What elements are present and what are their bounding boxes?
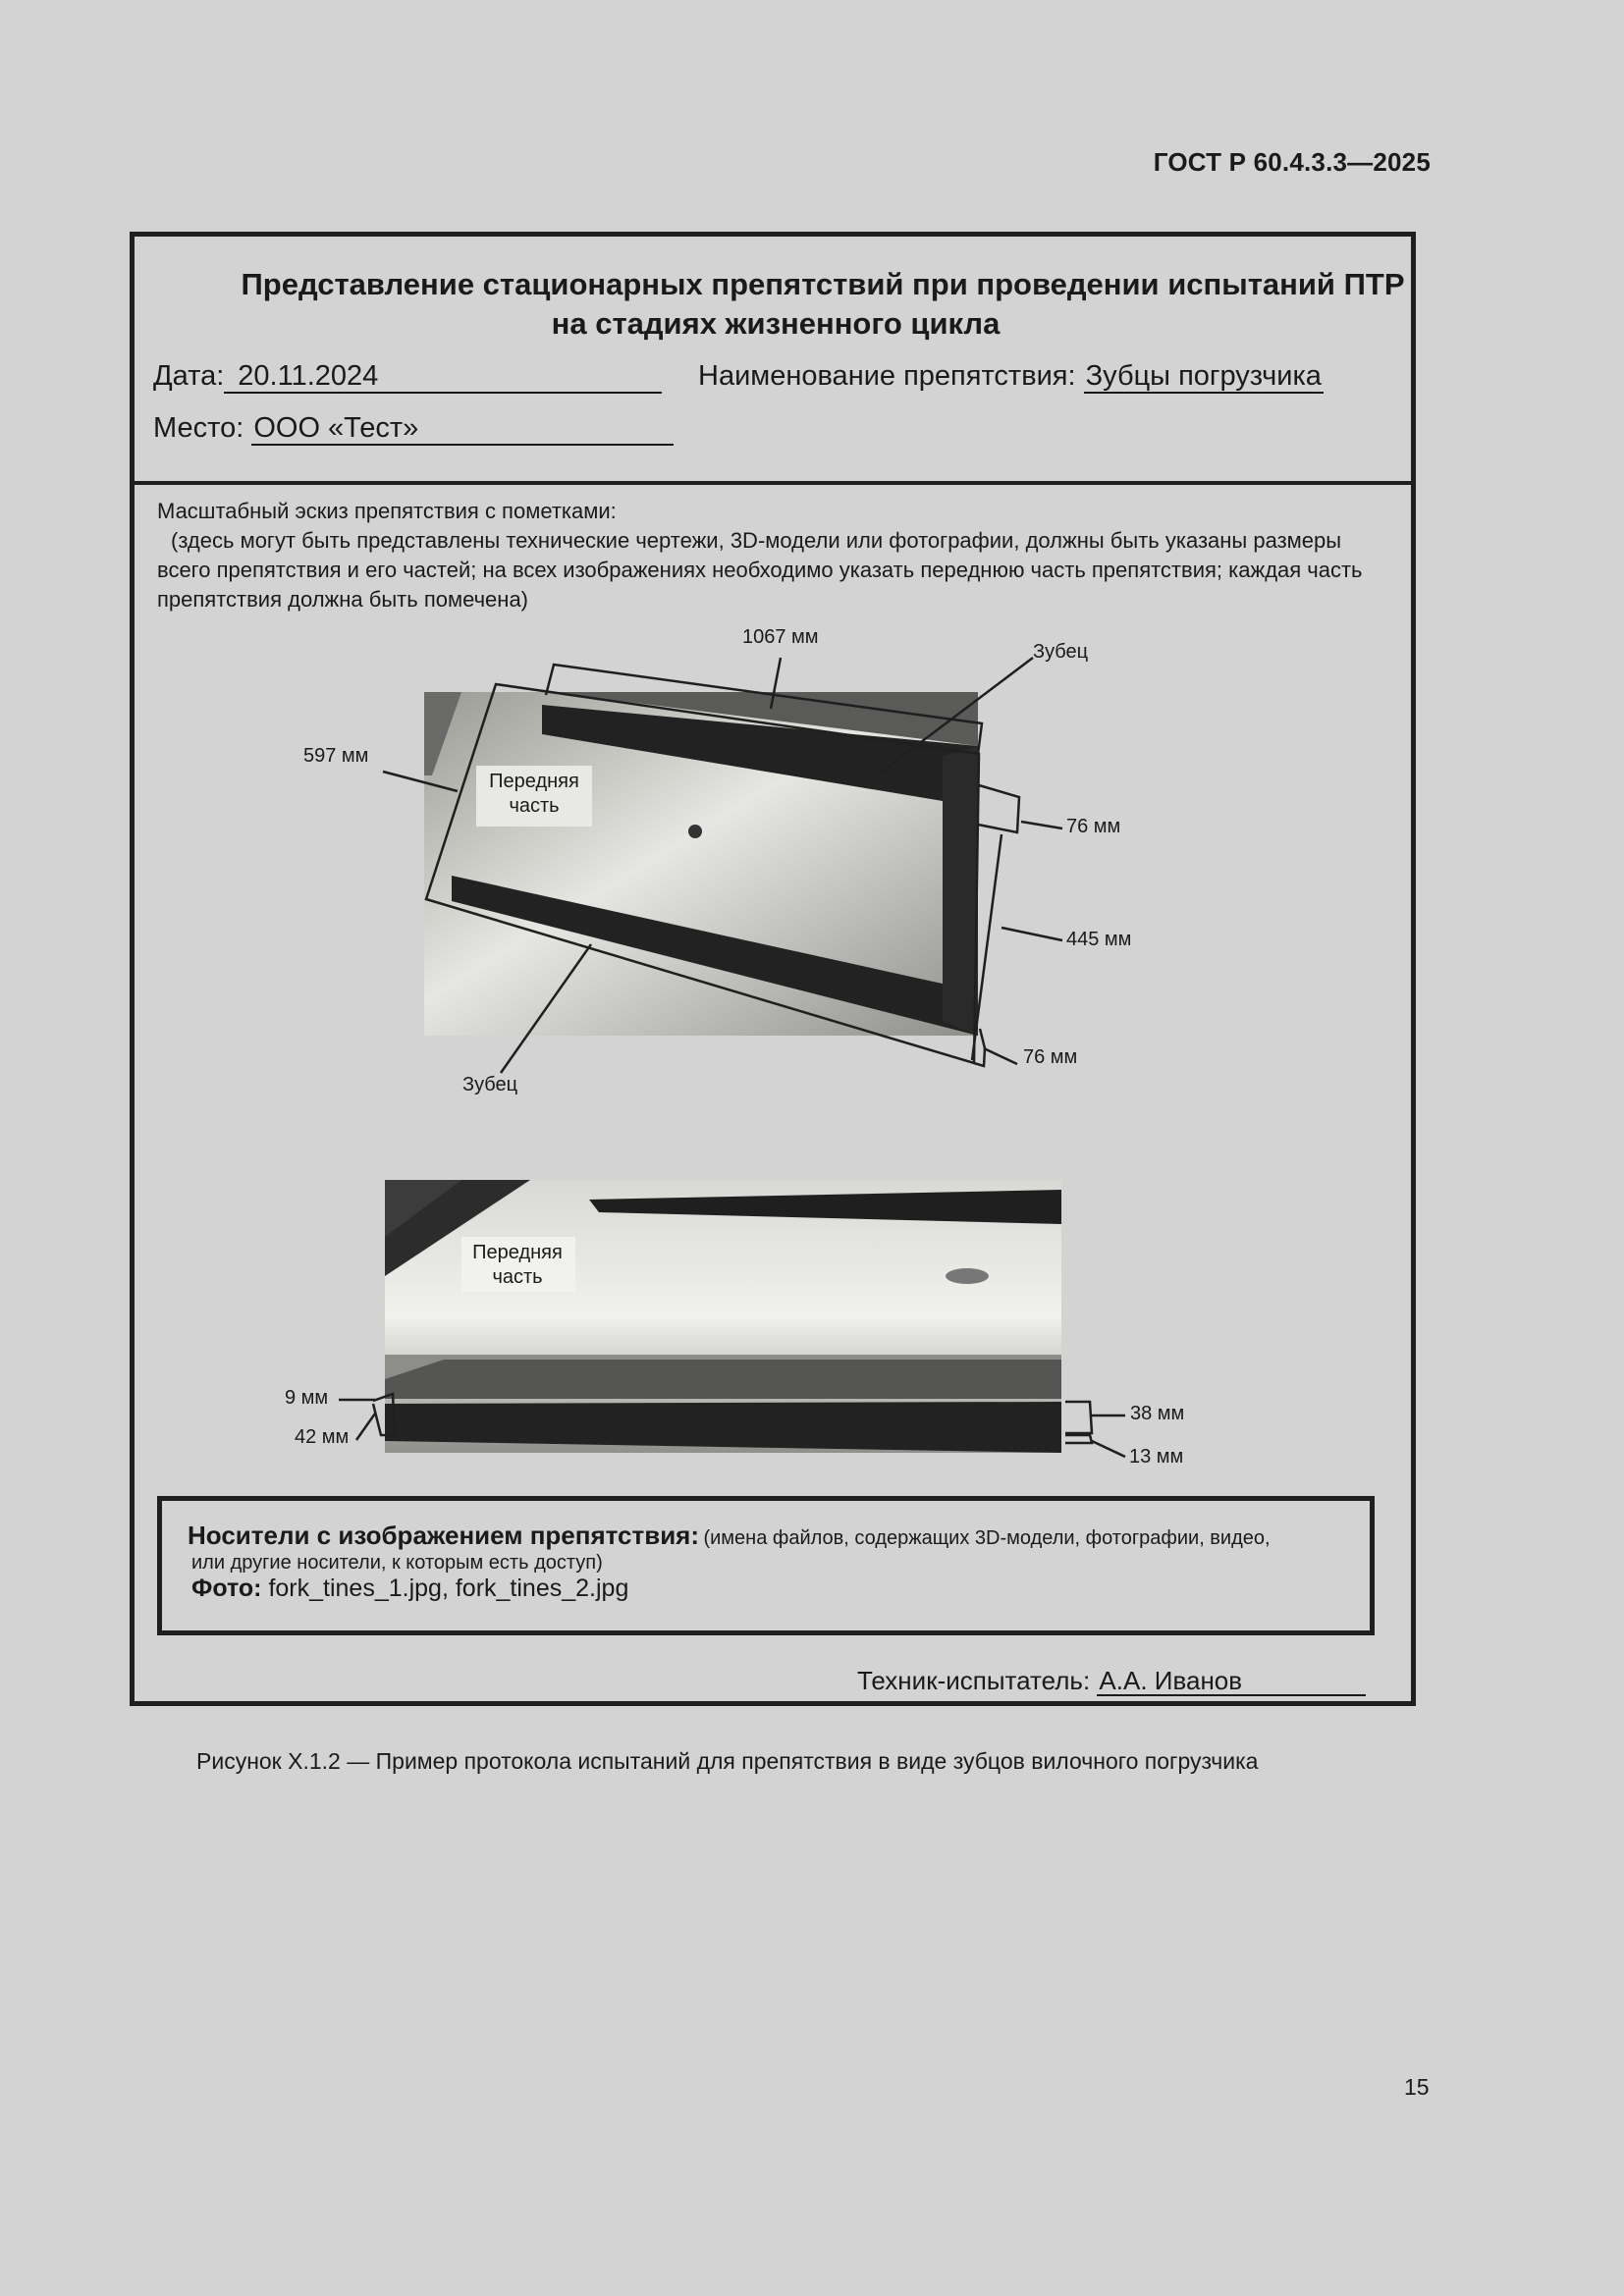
figure-caption: Рисунок Х.1.2 — Пример протокола испытаний для препятствия в виде зубцов вилочного погрузчика	[196, 1748, 1259, 1774]
tip-height-dimension: 42 мм	[295, 1426, 350, 1448]
tine-width-bottom-dimension: 76 мм	[1023, 1046, 1078, 1068]
side-view-photo	[385, 1180, 1061, 1453]
gap-dimension: 445 мм	[1066, 929, 1132, 950]
technician-label: Техник-испытатель:	[857, 1666, 1091, 1695]
place-value: ООО «Тест»	[251, 412, 674, 446]
front-label-side-view: Передняя часть	[472, 1242, 563, 1288]
date-value: 20.11.2024	[224, 360, 662, 394]
media-description-line2: или другие носители, к которым есть доступ)	[191, 1552, 603, 1574]
tine-base-dimension: 13 мм	[1129, 1446, 1184, 1468]
media-title: Носители с изображением препятствия:	[188, 1521, 700, 1550]
standard-code: ГОСТ Р 60.4.3.3—2025	[1153, 147, 1431, 177]
obstacle-name-value: Зубцы погрузчика	[1085, 360, 1322, 392]
front-label-top-view: Передняя часть	[489, 771, 579, 817]
obstacle-name-label: Наименование препятствия:	[698, 360, 1076, 392]
form-title-line2: на стадиях жизненного цикла	[551, 306, 1001, 341]
media-photo-line	[191, 1575, 1346, 1603]
total-width-dimension: 597 мм	[303, 745, 369, 767]
sketch-heading: Масштабный эскиз препятствия с пометками:	[157, 499, 617, 523]
date-label: Дата:	[153, 360, 225, 392]
tine-height-dimension: 38 мм	[1130, 1403, 1185, 1424]
top-view-photo	[424, 692, 978, 1036]
tip-thickness-dimension: 9 мм	[285, 1387, 329, 1409]
media-description: (имена файлов, содержащих 3D-модели, фотографии, видео,	[703, 1527, 1271, 1549]
technician-name: А.А. Иванов	[1097, 1667, 1366, 1696]
tine-label-bottom: Зубец	[462, 1074, 518, 1095]
form-title-line1: Представление стационарных препятствий при проведении испытаний ПТР	[241, 267, 1405, 301]
technician-field	[857, 1666, 1366, 1696]
tine-width-top-dimension: 76 мм	[1066, 816, 1121, 837]
media-box	[157, 1496, 1375, 1635]
length-dimension: 1067 мм	[742, 626, 819, 648]
place-label: Место:	[153, 412, 244, 444]
photo-files: fork_tines_1.jpg, fork_tines_2.jpg	[268, 1575, 629, 1602]
sketch-note: (здесь могут быть представлены технические чертежи, 3D-модели или фотографии, должны быть указаны размеры всего препятствия и его частей; на всех изображениях необходимо указать переднюю часть препятствия; каждая часть препятствия должна быть помечена)	[157, 528, 1363, 612]
tine-label-top: Зубец	[1033, 641, 1089, 663]
photo-label: Фото:	[191, 1575, 262, 1602]
page-number: 15	[1404, 2074, 1430, 2100]
